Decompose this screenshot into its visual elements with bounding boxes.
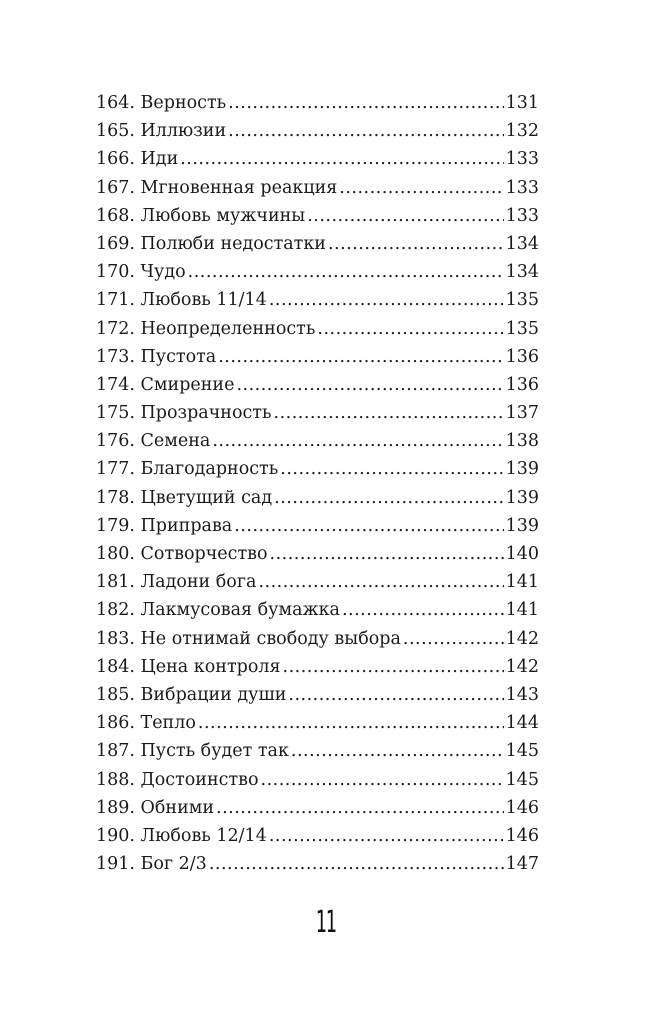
toc-dot-leader xyxy=(283,653,504,681)
toc-entry xyxy=(96,89,539,117)
toc-dot-leader xyxy=(212,427,503,455)
toc-entry-page: 141 xyxy=(505,572,539,593)
toc-entry xyxy=(96,568,539,596)
toc-entry-title: 184. Цена контроля xyxy=(96,656,281,677)
toc-entry-page: 142 xyxy=(505,656,539,677)
toc-entry-page: 145 xyxy=(505,769,539,790)
toc-entry-title: 175. Прозрачность xyxy=(96,403,272,424)
toc-entry-page: 137 xyxy=(505,403,539,424)
toc-entry-title: 181. Ладони бога xyxy=(96,572,257,593)
toc-entry-page: 143 xyxy=(505,684,539,705)
toc-entry-page: 133 xyxy=(505,205,539,226)
toc-entry-title: 172. Неопределенность xyxy=(96,318,316,339)
toc-entry-page: 136 xyxy=(505,346,539,367)
toc-entry xyxy=(96,230,539,258)
toc-entry-title: 185. Вибрации души xyxy=(96,684,287,705)
toc-entry-title: 191. Бог 2/3 xyxy=(96,854,207,875)
toc-entry-title: 187. Пусть будет так xyxy=(96,741,289,762)
toc-dot-leader xyxy=(307,202,503,230)
toc-entry-title: 164. Верность xyxy=(96,93,227,113)
toc-dot-leader xyxy=(228,117,503,145)
toc-entry xyxy=(96,286,539,314)
toc-entry-title: 189. Обними xyxy=(96,797,215,818)
toc-entry xyxy=(96,427,539,455)
toc-entry-page: 136 xyxy=(505,374,539,395)
toc-entry-page: 139 xyxy=(505,459,539,480)
toc-dot-leader xyxy=(274,484,503,512)
toc-entry-page: 139 xyxy=(505,487,539,508)
toc-entry-page: 138 xyxy=(505,431,539,452)
toc-entry-title: 176. Семена xyxy=(96,431,211,452)
toc-dot-leader xyxy=(280,455,503,483)
toc-entry xyxy=(96,315,539,343)
toc-entry-page: 142 xyxy=(505,628,539,649)
toc-entry-page: 141 xyxy=(505,600,539,621)
toc-dot-leader xyxy=(339,174,503,202)
toc-entry-page: 140 xyxy=(505,544,539,564)
toc-entry xyxy=(96,737,539,765)
toc-dot-leader xyxy=(258,568,503,596)
toc-entry xyxy=(96,117,539,145)
toc-dot-leader xyxy=(269,822,504,850)
toc-entry xyxy=(96,540,539,568)
toc-entry-title: 170. Чудо xyxy=(96,262,186,283)
toc-entry-title: 190. Любовь 12/14 xyxy=(96,825,267,846)
toc-entry xyxy=(96,766,539,794)
table-of-contents xyxy=(96,89,539,878)
toc-entry-page: 135 xyxy=(505,318,539,339)
toc-entry-title: 166. Иди xyxy=(96,149,179,170)
toc-entry-page: 146 xyxy=(505,825,539,846)
toc-entry-title: 169. Полюби недостатки xyxy=(96,233,326,254)
toc-dot-leader xyxy=(236,371,503,399)
toc-entry-title: 177. Благодарность xyxy=(96,459,279,480)
toc-dot-leader xyxy=(403,625,504,653)
toc-dot-leader xyxy=(261,766,504,794)
toc-entry-title: 165. Иллюзии xyxy=(96,121,227,142)
toc-entry-title: 167. Мгновенная реакция xyxy=(96,177,338,198)
toc-dot-leader xyxy=(228,89,503,117)
toc-entry xyxy=(96,145,539,173)
toc-dot-leader xyxy=(198,709,504,737)
toc-entry-title: 183. Не отнимай свободу выбора xyxy=(96,628,401,649)
toc-dot-leader xyxy=(270,540,504,568)
toc-dot-leader xyxy=(218,343,503,371)
toc-entry xyxy=(96,794,539,822)
toc-entry xyxy=(96,653,539,681)
toc-entry xyxy=(96,174,539,202)
toc-entry-page: 145 xyxy=(505,741,539,762)
toc-entry-title: 174. Смирение xyxy=(96,374,235,395)
toc-entry-page: 134 xyxy=(505,262,539,283)
toc-dot-leader xyxy=(216,794,504,822)
toc-dot-leader xyxy=(342,596,504,624)
toc-entry-title: 186. Тепло xyxy=(96,713,196,734)
toc-entry-page: 132 xyxy=(505,121,539,142)
toc-entry-title: 171. Любовь 11/14 xyxy=(96,290,267,311)
toc-entry xyxy=(96,399,539,427)
toc-entry xyxy=(96,455,539,483)
toc-entry-page: 134 xyxy=(505,233,539,254)
toc-dot-leader xyxy=(291,737,504,765)
toc-entry-page: 147 xyxy=(505,854,539,875)
toc-dot-leader xyxy=(269,286,504,314)
toc-dot-leader xyxy=(288,681,503,709)
toc-dot-leader xyxy=(274,399,504,427)
toc-dot-leader xyxy=(209,850,504,878)
toc-entry xyxy=(96,343,539,371)
toc-dot-leader xyxy=(328,230,504,258)
toc-entry-page: 131 xyxy=(505,93,539,113)
toc-entry xyxy=(96,258,539,286)
toc-entry xyxy=(96,625,539,653)
toc-entry xyxy=(96,484,539,512)
toc-entry-title: 188. Достоинство xyxy=(96,769,259,790)
toc-entry xyxy=(96,709,539,737)
toc-entry-page: 139 xyxy=(505,515,539,536)
toc-dot-leader xyxy=(234,512,503,540)
toc-entry-title: 168. Любовь мужчины xyxy=(96,205,306,226)
toc-entry xyxy=(96,512,539,540)
toc-entry xyxy=(96,596,539,624)
toc-entry xyxy=(96,202,539,230)
toc-entry-page: 133 xyxy=(505,149,539,170)
toc-entry-page: 133 xyxy=(505,177,539,198)
toc-entry xyxy=(96,681,539,709)
toc-entry-page: 144 xyxy=(505,713,539,734)
toc-entry xyxy=(96,371,539,399)
page-number: 11 xyxy=(315,905,336,940)
toc-entry-page: 135 xyxy=(505,290,539,311)
toc-dot-leader xyxy=(188,258,504,286)
toc-entry-title: 180. Сотворчество xyxy=(96,544,268,564)
toc-entry-title: 182. Лакмусовая бумажка xyxy=(96,600,340,621)
toc-dot-leader xyxy=(317,315,503,343)
toc-entry-title: 178. Цветущий сад xyxy=(96,487,273,508)
toc-entry-page: 146 xyxy=(505,797,539,818)
toc-dot-leader xyxy=(180,145,503,173)
toc-entry xyxy=(96,850,539,878)
toc-entry xyxy=(96,822,539,850)
toc-entry-title: 173. Пустота xyxy=(96,346,217,367)
toc-entry-title: 179. Приправа xyxy=(96,515,233,536)
